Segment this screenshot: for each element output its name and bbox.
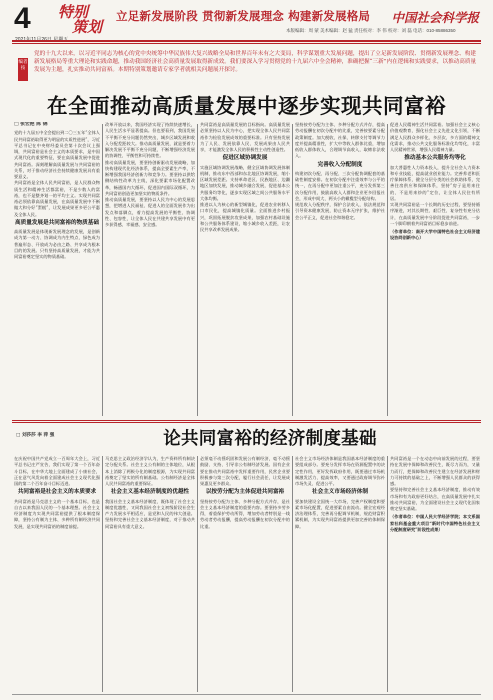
article2-col1-paragraph: 在庆祝中国共产党成立一百周年大会上，习近平总书记庄严宣告，我们实现了第一个百年奋斗目标，在中华大地上全面建成了小康社会，正在意气风发向着全面建成社会主义现代化强国的第二个百年奋斗目标迈进。: [14, 456, 100, 486]
article1-col2-paragraph: 推动高质量发展，要坚持以人民为中心的发展思想，把增进人民福祉、促进人的全面发展作为出发点和落脚点，着力提高发展的平衡性、协调性、包容性，让全体人民在共建共享发展中有更多获得感、幸福感、安全感。: [105, 197, 195, 227]
article1-col2-paragraph: 推动高质量发展，要坚持创新驱动发展战略，加快构建现代化经济体系，提高全要素生产率，不断增强我国经济创新力和竞争力。要坚持以供给侧结构性改革为主线，深化要素市场化配置改革，畅通国内大循环，促进国内国际双循环，为共同富裕创造更加坚实的物质条件。: [105, 159, 195, 196]
article1-col3-paragraph: 实施区域协调发展战略，健全区域协调发展体制机制，推动东中西部和东北地区协调发展，缩小区域发展差距。支持革命老区、民族地区、边疆地区加快发展，推动城乡融合发展，促进基本公共服务均等化，逐步实现区域之间公共服务水平大体均衡。: [200, 164, 290, 201]
article2-column-1: [14, 456, 100, 692]
article1-col4-paragraph: 坚持按劳分配为主体、多种分配方式并存，提高劳动报酬在初次分配中的比重，完善按要素分配政策制度。加大税收、社保、转移支付等调节力度并提高精准性，扩大中等收入群体比重，增加低收入群体收入，合理调节高收入，取缔非法收入。: [295, 122, 385, 159]
article1-col1-paragraph: 共同富裕是全体人民共同富裕，是人民群众物质生活和精神生活都富裕，不是少数人的富裕，也不是整齐划一的平均主义。实现共同富裕必须依靠高质量发展，在高质量发展中不断做大和分好“蛋糕”，让发展成果更多更公平惠及全体人民。: [14, 180, 100, 217]
article2-col1-subheading: 共同富裕是社会主义的本质要求: [17, 489, 97, 496]
article2-col3-subheading: 以按劳分配为主体促进共同富裕: [205, 489, 285, 496]
article1-headline: 在全面推动高质量发展中逐步实现共同富裕: [47, 94, 446, 118]
masthead-thin-rule: [12, 43, 481, 44]
editor-line: 本版编辑：周 蒙 美术编辑：赵 猛 责任校对：李 伟 校对：刘 磊 电话：010-85886350: [286, 28, 456, 33]
page-number: 4: [14, 2, 31, 35]
article1-column-3: [200, 122, 290, 416]
article2-column-2: [105, 456, 195, 692]
special-feature-logo: [58, 5, 106, 39]
article1-byline: □ 张宏艳 陈 锦: [14, 122, 48, 127]
section-title: 立足新发展阶段 贯彻新发展理念 构建新发展格局: [116, 9, 371, 23]
article2-col5-paragraph: 要坚持和完善社会主义基本经济制度，推动有效市场和有为政府更好结合，在高质量发展中扎实推动共同富裕，为全面建设社会主义现代化国家奠定坚实基础。: [390, 487, 480, 511]
article2-byline: □ 刘莎莎 李 萍 强: [16, 433, 55, 438]
article1-col5-subheading: 推动基本公共服务均等化: [404, 155, 466, 162]
article1-column-4: [295, 122, 385, 416]
column-divider: [197, 456, 198, 692]
column-divider: [292, 456, 293, 692]
article2-col2-paragraph: 我国社会主义基本经济制度，既体现了社会主义制度优越性，又同我国社会主义初级阶段社会生产力发展水平相适应，是党和人民的伟大创造。坚持和完善社会主义基本经济制度，对于推动共同富裕具有重大意义。: [105, 498, 195, 529]
masthead: [0, 0, 493, 46]
article2-column-4: [295, 456, 385, 692]
article1-col1-paragraph: 党的十九届五中全会提出到二〇三五年“全体人民共同富裕取得更为明显的实质性进展”，习近平总书记在中央财经委员会第十次会议上强调，共同富裕是社会主义的本质要求，是中国式现代化的重要特征，要在高质量发展中促进共同富裕。深刻理解高质量发展与共同富裕的关系，对于推动经济社会持续健康发展具有重要意义。: [14, 130, 100, 179]
article2-col2-subheading: 社会主义基本经济制度的优越性: [110, 489, 190, 496]
article1-col3-paragraph: 推进以人为核心的新型城镇化，促进农业转移人口市民化，提高城镇化质量。全面推进乡村振兴，巩固拓展脱贫攻坚成果，加强农村基础设施和公共服务体系建设，缩小城乡收入差距，让农民共享改革发展成果。: [200, 202, 290, 232]
editor-note: [12, 48, 481, 88]
article1-col5-paragraph: 加大普惠性人力资本投入，提升全社会人力资本和专业技能，提高就业创业能力。完善养老和医疗保障体系，健全分层分类的社会救助体系，完善住房供应和保障体系，坚持“房子是用来住的、不是用来炒的”定位，让全体人民住有所居。: [390, 164, 480, 201]
article2-col4-subheading: 社会主义市场经济体制: [312, 489, 368, 496]
article2-column-3: [200, 456, 290, 692]
article1-column-5: [390, 122, 480, 416]
article1-col4-paragraph: 规范收入分配秩序，保护合法收入，依法规范和引导资本健康发展，防止资本无序扩张，维护社会公平正义，促进社会和谐稳定。: [295, 202, 385, 220]
article1-col4-paragraph: 构建初次分配、再分配、三次分配协调配套的基础性制度安排。在初次分配中注重效率与公平的统一，在再分配中更加注重公平，充分发挥第三次分配作用，鼓励高收入人群和企业更多回报社会，形成中间大、两头小的橄榄型分配结构。: [295, 170, 385, 201]
article1-col1-paragraph: 高质量发展是体现新发展理念的发展，是创新成为第一动力、协调成为内生特点、绿色成为普遍形态、开放成为必由之路、共享成为根本目的的发展。只有坚持高质量发展，才能为共同富裕奠定坚实的物质基础。: [14, 229, 100, 259]
article2-col4-paragraph: 社会主义市场经济体制是我国基本经济制度的重要组成部分。要充分发挥市场在资源配置中的决定性作用，更好发挥政府作用，既要通过市场机制激发活力、提高效率，又要通过政府调节弥补市场失灵、促进公平。: [295, 456, 385, 486]
column-divider: [387, 456, 388, 692]
article-divider-thin: [12, 422, 481, 423]
column-divider: [102, 124, 103, 416]
article1-col1-subheading: 高质量发展是共同富裕的物质基础: [15, 219, 99, 226]
footer-rule: [12, 694, 481, 695]
article2-col4-paragraph: 要加快建设全国统一大市场，完善产权制度和要素市场化配置，促进要素自由流动。健全宏观经济治理体系，完善再分配调节机制，规范财富积累机制，为实现共同富裕提供更加完善的体制保障。: [295, 498, 385, 529]
article2-col3-paragraph: 坚持按劳分配为主体、多种分配方式并存，是社会主义基本经济制度的重要内容。要坚持多劳多得，着重保护劳动所得，增加劳动者特别是一线劳动者劳动报酬，提高劳动报酬在初次分配中的比重。: [200, 498, 290, 529]
editor-note-text: 党的十九大以来，以习近平同志为核心的党中央统筹中华民族伟大复兴战略全局和世界百年未有之大变局，科学谋划重大发展问题，提出了立足新发展阶段、贯彻新发展理念、构建新发展格局等重大理论和实践命题，推动我国经济社会高质量发展取得新成效。我们要深入学习贯彻党的十九届六中全会精神，准确把握“三新”内在逻辑和实践要求，以推动高质量发展为主题，扎实推动共同富裕。本期特别策划邀请专家学者就相关问题展开探讨。: [34, 51, 477, 73]
article1-col3-subheading: 促进区域协调发展: [222, 155, 268, 162]
article1-column-2: [105, 122, 195, 416]
article1-col5-paragraph: 促进人民精神生活共同富裕。加强社会主义核心价值观教育，强化社会主义先进文化引领，不断满足人民群众多样化、多层次、多方面的精神文化需求，推动公共文化服务标准化均等化，丰富人民精神世界，增强人民精神力量。: [390, 122, 480, 152]
article2-column-5: [390, 456, 480, 692]
column-divider: [197, 124, 198, 416]
column-divider: [102, 456, 103, 692]
column-divider: [292, 124, 293, 416]
article2-col2-paragraph: 马克思主义政治经济学认为，生产资料所有制决定分配关系。社会主义公有制的主体地位，从根本上消除了两极分化的制度根源，为实现共同富裕奠定了坚实的所有制基础。公有制经济是全体人民共同富裕的重要保证。: [105, 456, 195, 486]
article2-author-note: （作者单位：中国人民大学经济学院；本文系国家社科基金重大项目“新时代中国特色社会主义分配制度研究”阶段性成果）: [390, 514, 480, 532]
article1-column-1: [14, 122, 100, 416]
special-label-line2: 策划: [72, 18, 103, 36]
article1-col5-paragraph: 实现共同富裕是一个长期的历史过程，要坚持循序渐进，对其长期性、艰巨性、复杂性有充分估计，在高质量发展中分阶段促进共同富裕，一步一个脚印朝着共同富裕目标稳步前进。: [390, 202, 480, 226]
article1-author-note: （作者单位：南开大学中国特色社会主义经济建设协同创新中心）: [390, 229, 480, 241]
special-label-line1: 特别: [58, 3, 89, 21]
article1-col2-paragraph: 改革开放以来，我国经济实现了持续快速增长，人民生活水平显著提高。但也要看到，我国发展不平衡不充分问题仍然突出，城乡区域发展和收入分配差距较大。推动高质量发展，就是要着力解决发展不平衡不充分问题，不断增强经济发展的协调性、平衡性和可持续性。: [105, 122, 195, 159]
column-divider: [387, 124, 388, 416]
article1-col4-subheading: 完善收入分配制度: [317, 161, 363, 168]
editor-note-badge: 编者按: [18, 58, 28, 81]
paper-name: 中国社会科学报: [391, 10, 479, 25]
masthead-rule: [12, 40, 481, 42]
article1-col3-paragraph: 共同富裕是高质量发展的目标指向。高质量发展必须坚持以人民为中心，把实现全体人民共同富裕作为检验发展成效的重要标准。只有坚持发展为了人民、发展依靠人民、发展成果由人民共享，才能激发全体人民的积极性主动性创造性。: [200, 122, 290, 152]
article2-col5-paragraph: 共同富裕是一个在动态中向前发展的过程，要坚持在发展中保障和改善民生，既尽力而为，又量力而行，把保障和改善民生建立在经济发展和财力可持续的基础之上，不断增强人民群众的获得感。: [390, 456, 480, 486]
article2-headline: 论共同富裕的经济制度基础: [163, 429, 377, 449]
article2-col3-paragraph: 必须毫不动摇巩固和发展公有制经济，毫不动摇鼓励、支持、引导非公有制经济发展。国有企业要在推动共同富裕中发挥重要作用，民营企业要积极参与第三次分配，履行社会责任，让发展成果惠及更多群众。: [200, 456, 290, 486]
article2-col1-paragraph: 共同富裕是马克思主义的一个基本目标，也是自古以来我国人民的一个基本理想。社会主义经济制度为实现共同富裕提供了根本制度保障，坚持公有制为主体、多种所有制经济共同发展，是实现共同富裕的制度前提。: [14, 498, 100, 529]
